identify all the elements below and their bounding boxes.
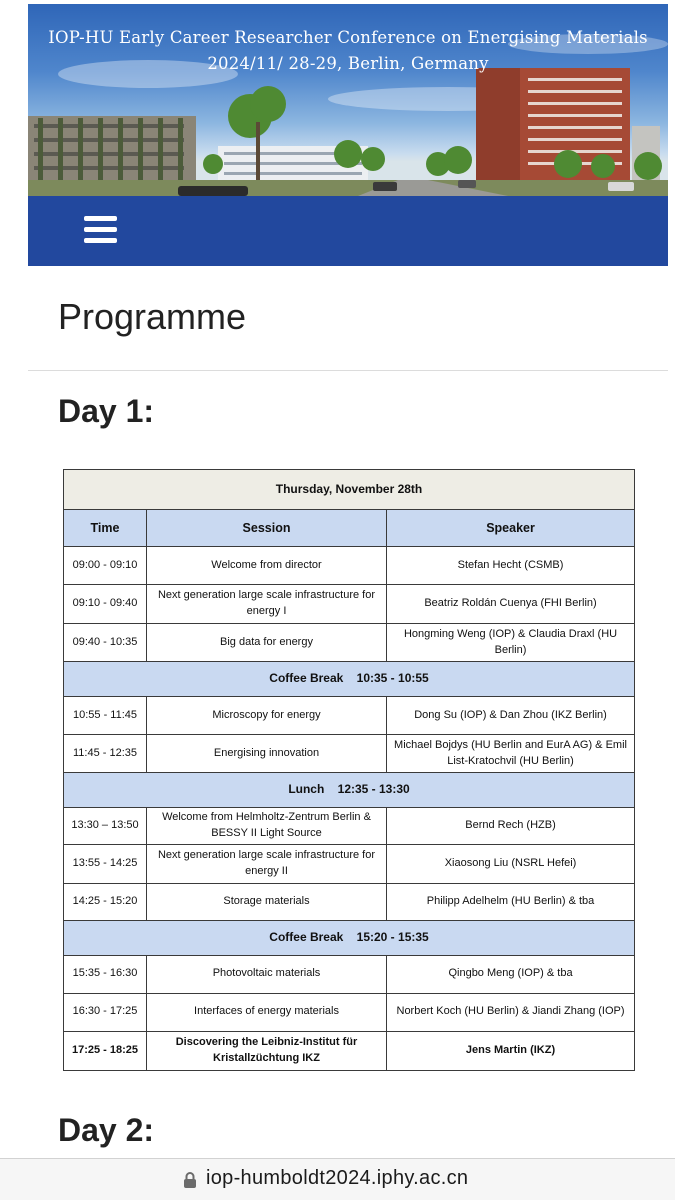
conference-title: IOP-HU Early Career Researcher Conference on Energising Materials (48, 28, 648, 47)
break-row (64, 920, 635, 955)
row-session: Next generation large scale infrastructure for energy I (147, 585, 387, 624)
row-time: 11:45 - 12:35 (64, 735, 147, 773)
row-speaker: Xiaosong Liu (NSRL Hefei) (387, 844, 635, 883)
table-row (64, 735, 635, 773)
day1-schedule-table (63, 469, 635, 1071)
table-row (64, 547, 635, 585)
day1-heading: Day 1: (58, 393, 155, 429)
row-session: Storage materials (147, 883, 387, 920)
column-header-time: Time (64, 510, 147, 547)
row-session: Energising innovation (147, 735, 387, 773)
column-header-speaker: Speaker (387, 510, 635, 547)
row-time: 14:25 - 15:20 (64, 883, 147, 920)
row-time: 15:35 - 16:30 (64, 955, 147, 993)
column-header-session: Session (147, 510, 387, 547)
table-row (64, 697, 635, 735)
row-session: Next generation large scale infrastructure for energy II (147, 844, 387, 883)
row-speaker: Beatriz Roldán Cuenya (FHI Berlin) (387, 585, 635, 624)
row-session: Microscopy for energy (147, 697, 387, 735)
row-session: Welcome from Helmholtz-Zentrum Berlin & BESSY II Light Source (147, 808, 387, 845)
row-speaker: Qingbo Meng (IOP) & tba (387, 955, 635, 993)
browser-address-bar[interactable] (0, 1158, 675, 1200)
schedule-header-row (64, 510, 635, 547)
break-row (64, 773, 635, 808)
title-divider (28, 370, 668, 371)
table-row (64, 585, 635, 624)
row-time: 10:55 - 11:45 (64, 697, 147, 735)
row-speaker: Jens Martin (IKZ) (387, 1031, 635, 1070)
table-row (64, 808, 635, 845)
table-row (64, 993, 635, 1031)
conference-date-location: 2024/11/ 28-29, Berlin, Germany (207, 54, 489, 73)
coffee-break-label: Coffee Break 10:35 - 10:55 (64, 662, 635, 697)
break-row (64, 662, 635, 697)
address-url[interactable]: iop-humboldt2024.iphy.ac.cn (206, 1167, 469, 1189)
conference-banner (28, 4, 668, 196)
table-row (64, 1031, 635, 1070)
page-title: Programme (58, 296, 247, 337)
row-session: Big data for energy (147, 624, 387, 662)
row-time: 09:00 - 09:10 (64, 547, 147, 585)
table-row (64, 624, 635, 662)
row-time: 16:30 - 17:25 (64, 993, 147, 1031)
table-row (64, 883, 635, 920)
row-session: Discovering the Leibniz-Institut für Kristallzüchtung IKZ (147, 1031, 387, 1070)
schedule-date-row (64, 470, 635, 510)
main-navbar (28, 196, 668, 266)
row-speaker: Bernd Rech (HZB) (387, 808, 635, 845)
row-time: 13:55 - 14:25 (64, 844, 147, 883)
row-session: Welcome from director (147, 547, 387, 585)
lunch-break-label: Lunch 12:35 - 13:30 (64, 773, 635, 808)
hamburger-menu-icon[interactable] (84, 216, 117, 244)
row-session: Photovoltaic materials (147, 955, 387, 993)
table-row (64, 955, 635, 993)
row-speaker: Norbert Koch (HU Berlin) & Jiandi Zhang (IOP) (387, 993, 635, 1031)
lock-icon (183, 1171, 197, 1189)
coffee-break-label: Coffee Break 15:20 - 15:35 (64, 920, 635, 955)
table-row (64, 844, 635, 883)
row-speaker: Michael Bojdys (HU Berlin and EurA AG) & Emil List-Kratochvil (HU Berlin) (387, 735, 635, 773)
row-time: 13:30 – 13:50 (64, 808, 147, 845)
row-speaker: Dong Su (IOP) & Dan Zhou (IKZ Berlin) (387, 697, 635, 735)
row-time: 17:25 - 18:25 (64, 1031, 147, 1070)
row-speaker: Philipp Adelhelm (HU Berlin) & tba (387, 883, 635, 920)
row-speaker: Hongming Weng (IOP) & Claudia Draxl (HU Berlin) (387, 624, 635, 662)
row-time: 09:10 - 09:40 (64, 585, 147, 624)
row-session: Interfaces of energy materials (147, 993, 387, 1031)
day2-heading: Day 2: (58, 1112, 155, 1148)
row-time: 09:40 - 10:35 (64, 624, 147, 662)
row-speaker: Stefan Hecht (CSMB) (387, 547, 635, 585)
schedule-date: Thursday, November 28th (64, 470, 635, 510)
